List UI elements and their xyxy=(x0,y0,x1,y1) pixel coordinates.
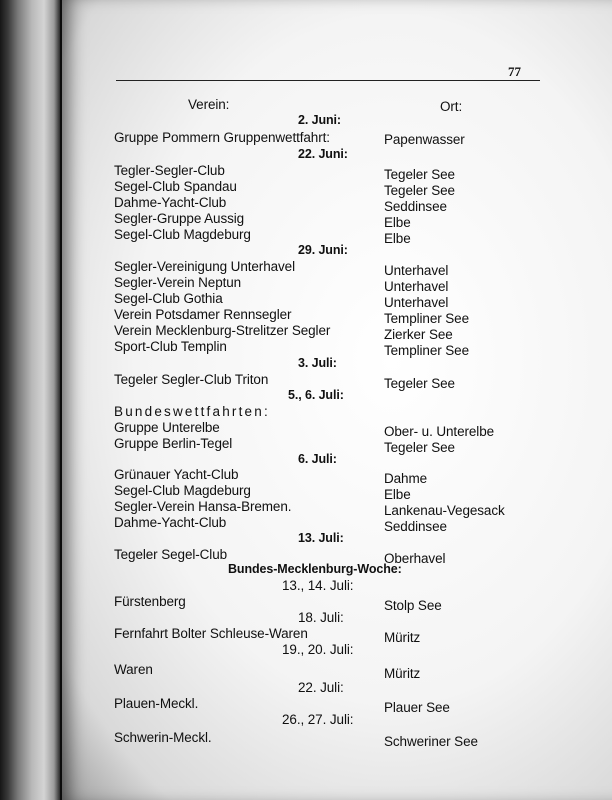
entry-verein: Tegler-Segler-Club xyxy=(114,163,225,178)
entry-verein: Dahme-Yacht-Club xyxy=(114,515,227,530)
entry-ort: Unterhavel xyxy=(384,263,449,278)
entry-verein: Segel-Club Gothia xyxy=(114,291,223,306)
entry-verein: Schwerin-Meckl. xyxy=(114,730,212,745)
entry-ort: Seddinsee xyxy=(384,519,447,534)
entry-verein: Gruppe Berlin-Tegel xyxy=(114,436,233,451)
entry-ort: Ober- u. Unterelbe xyxy=(384,424,495,439)
entry-verein: Waren xyxy=(114,662,153,677)
date-heading: 19., 20. Juli: xyxy=(282,642,354,657)
entry-ort: Elbe xyxy=(384,231,411,246)
entry-verein: Segel-Club Magdeburg xyxy=(114,227,251,242)
section-heading: Bundeswettfahrten: xyxy=(114,404,270,419)
entry-ort: Seddinsee xyxy=(384,199,447,214)
date-heading: 13. Juli: xyxy=(298,531,344,545)
entry-verein: Segel-Club Spandau xyxy=(114,179,237,194)
entry-ort: Dahme xyxy=(384,471,428,486)
entry-ort: Müritz xyxy=(384,630,421,645)
entry-verein: Verein Mecklenburg-Strelitzer Segler xyxy=(114,323,331,338)
book-spine xyxy=(0,0,60,800)
entry-verein: Segler-Gruppe Aussig xyxy=(114,211,245,226)
entry-verein: Verein Potsdamer Rennsegler xyxy=(114,307,292,322)
entry-verein: Fernfahrt Bolter Schleuse-Waren xyxy=(114,626,308,641)
entry-verein: Fürstenberg xyxy=(114,594,186,609)
entry-ort: Schweriner See xyxy=(384,734,478,749)
entry-verein: Plauen-Meckl. xyxy=(114,696,199,711)
date-heading: 22. Juni: xyxy=(298,147,348,161)
date-heading: 18. Juli: xyxy=(298,610,344,625)
entry-ort: Stolp See xyxy=(384,598,442,613)
entry-verein: Tegeler Segler-Club Triton xyxy=(114,372,269,387)
entry-verein: Segler-Verein Neptun xyxy=(114,275,242,290)
entry-ort: Plauer See xyxy=(384,700,450,715)
column-header-verein: Verein: xyxy=(188,97,230,112)
entry-ort: Oberhavel xyxy=(384,551,446,566)
entry-ort: Papenwasser xyxy=(384,132,465,147)
entry-ort: Lankenau-Vegesack xyxy=(384,503,505,518)
entry-verein: Gruppe Unterelbe xyxy=(114,420,220,435)
week-title: Bundes-Mecklenburg-Woche: xyxy=(228,562,402,576)
entry-ort: Unterhavel xyxy=(384,279,449,294)
column-header-ort: Ort: xyxy=(440,99,463,114)
entry-ort: Tegeler See xyxy=(384,183,455,198)
entry-ort: Tegeler See xyxy=(384,167,455,182)
date-heading: 5., 6. Juli: xyxy=(288,388,344,402)
entry-ort: Tegeler See xyxy=(384,440,455,455)
entry-ort: Tegeler See xyxy=(384,376,455,391)
entry-verein: Sport-Club Templin xyxy=(114,339,227,354)
entry-verein: Tegeler Segel-Club xyxy=(114,547,228,562)
date-heading: 3. Juli: xyxy=(298,356,337,370)
page-number: 77 xyxy=(508,64,521,79)
date-heading: 13., 14. Juli: xyxy=(282,578,354,593)
entry-ort: Unterhavel xyxy=(384,295,449,310)
entry-verein: Grünauer Yacht-Club xyxy=(114,467,239,482)
date-heading: 2. Juni: xyxy=(298,113,341,127)
entry-ort: Templiner See xyxy=(384,343,469,358)
date-heading: 29. Juni: xyxy=(298,243,348,257)
entry-verein: Segler-Vereinigung Unterhavel xyxy=(114,259,295,274)
entry-ort: Zierker See xyxy=(384,327,453,342)
header-rule xyxy=(116,80,540,81)
entry-verein: Segel-Club Magdeburg xyxy=(114,483,251,498)
book-page xyxy=(62,0,612,800)
entry-verein: Gruppe Pommern Gruppenwettfahrt: xyxy=(114,130,330,145)
date-heading: 26., 27. Juli: xyxy=(282,712,354,727)
entry-ort: Elbe xyxy=(384,215,411,230)
date-heading: 22. Juli: xyxy=(298,680,344,695)
entry-ort: Müritz xyxy=(384,666,421,681)
date-heading: 6. Juli: xyxy=(298,452,337,466)
entry-ort: Elbe xyxy=(384,487,411,502)
entry-ort: Templiner See xyxy=(384,311,469,326)
entry-verein: Dahme-Yacht-Club xyxy=(114,195,227,210)
entry-verein: Segler-Verein Hansa-Bremen. xyxy=(114,499,292,514)
